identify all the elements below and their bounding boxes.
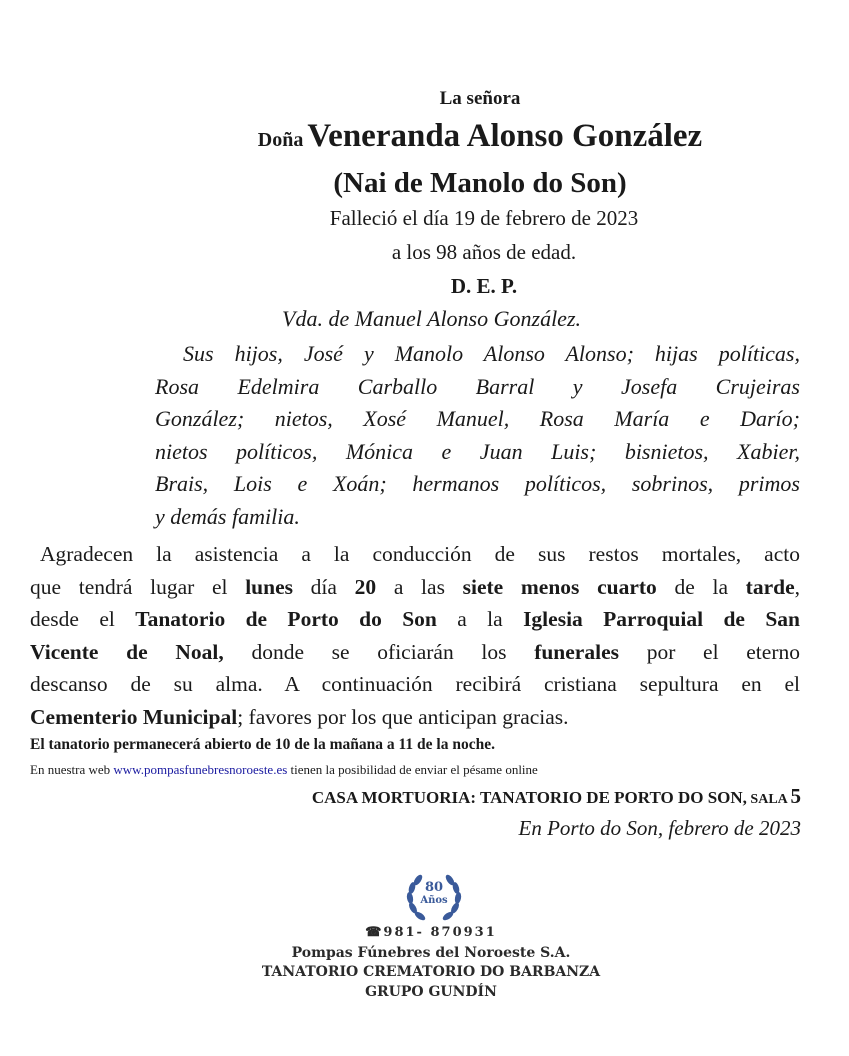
deceased-name: Veneranda Alonso González (307, 118, 703, 154)
intro-la-senora: La señora (439, 88, 521, 109)
family-line: Sus hijos, José y Manolo Alonso Alonso; hijas políticas, (183, 341, 800, 366)
deceased-nickname: (Nai de Manolo do Son) (333, 167, 627, 199)
ceremony-line: descanso de su alma. A continuación recibirá cristiana sepultura en el (30, 672, 800, 696)
ceremony-line: que tendrá lugar el lunes día 20 a las siete menos cuarto de la tarde, (30, 574, 800, 599)
company-name: Pompas Fúnebres del Noroeste S.A. (291, 945, 571, 961)
ceremony-text (30, 538, 800, 733)
casa-mortuoria: CASA MORTUORIA: TANATORIO DE PORTO DO SON, SALA 5 (311, 784, 801, 808)
tanatorio-crematorio: TANATORIO CREMATORIO DO BARBANZA (261, 964, 601, 980)
family-line: y demás familia. (155, 503, 300, 529)
ceremony-line: Cementerio Municipal; favores por los que anticipan gracias. (30, 704, 569, 729)
family-line: González; nietos, Xosé Manuel, Rosa María e Darío; (155, 406, 800, 431)
age: a los 98 años de edad. (391, 240, 577, 264)
logo-text: Años (420, 895, 448, 906)
tanatorio-hours: El tanatorio permanecerá abierto de 10 de la mañana a 11 de la noche. (30, 736, 495, 753)
logo-number: 80 (424, 880, 444, 895)
widow-of: Vda. de Manuel Alonso González. (282, 306, 582, 331)
death-date: Falleció el día 19 de febrero de 2023 (329, 206, 639, 230)
rip: D. E. P. (450, 274, 518, 298)
phone-number: 981- 870931 (383, 925, 497, 940)
title-dona: Doña (257, 129, 304, 151)
website-link[interactable]: www.pompasfunebresnoroeste.es (113, 762, 288, 777)
ceremony-line: Vicente de Noal, donde se oficiarán los funerales por el eterno (30, 639, 800, 664)
deceased-name-line (0, 118, 849, 155)
family-line: Rosa Edelmira Carballo Barral y Josefa Crujeiras (155, 373, 800, 399)
grupo-name: GRUPO GUNDÍN (365, 984, 497, 1000)
place-date: En Porto do Son, febrero de 2023 (518, 816, 801, 840)
web-note: En nuestra web www.pompasfunebresnoroeste.es tienen la posibilidad de enviar el pésame online (30, 762, 538, 777)
phone-line (0, 925, 849, 940)
family-line: nietos políticos, Mónica e Juan Luis; bisnietos, Xabier, (155, 438, 800, 464)
ceremony-line: Agradecen la asistencia a la conducción de sus restos mortales, acto (40, 542, 800, 566)
phone-icon: ☎ (365, 925, 384, 940)
ceremony-line: desde el Tanatorio de Porto do Son a la Iglesia Parroquial de San (30, 607, 800, 631)
anniversary-logo (403, 868, 465, 930)
family-line: Brais, Lois e Xoán; hermanos políticos, sobrinos, primos (155, 471, 800, 496)
family-list (155, 338, 800, 533)
